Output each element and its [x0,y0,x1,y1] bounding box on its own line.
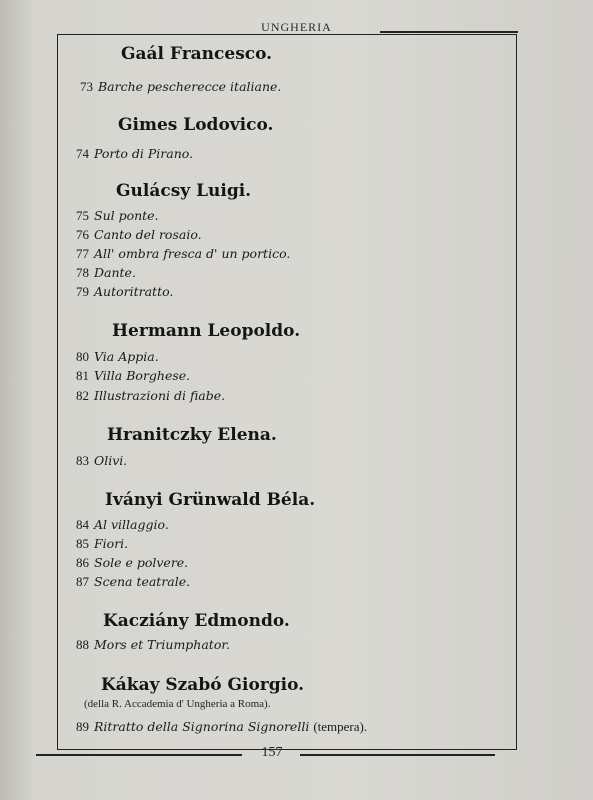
work-title: Scena teatrale. [94,574,191,589]
work-title: All' ombra fresca d' un portico. [94,246,291,261]
work-number: 74 [76,146,89,161]
work-item [76,453,127,469]
work-title: Illustrazioni di fiabe. [94,388,226,403]
work-item [76,637,230,653]
work-number: 75 [76,208,89,223]
work-title: Barche pescherecce italiane. [98,79,282,94]
work-title: Villa Borghese. [94,368,191,383]
work-title: Olivi. [94,453,128,468]
work-item [76,284,173,300]
work-item [76,246,290,262]
work-number: 80 [76,349,89,364]
page-number: 157 [261,745,283,760]
work-number: 86 [76,555,89,570]
artist-name: Hranitczky Elena. [107,425,277,445]
work-number: 85 [76,536,89,551]
work-item [76,555,188,571]
work-item [76,349,159,365]
work-medium: (tempera). [313,719,368,734]
work-title: Sul ponte. [94,208,159,223]
artist-name: Hermann Leopoldo. [112,321,301,341]
work-number: 81 [76,368,89,383]
work-item [76,388,225,404]
work-item [80,79,281,95]
work-number: 77 [76,246,89,261]
work-item [76,536,128,552]
work-title: Al villaggio. [94,517,169,532]
work-number: 76 [76,227,89,242]
work-number: 83 [76,453,89,468]
work-number: 89 [76,719,89,734]
work-title: Fiori. [94,536,129,551]
work-title: Ritratto della Signorina Signorelli [94,719,310,734]
work-title: Autoritratto. [94,284,174,299]
work-number: 73 [80,79,93,94]
work-title: Sole e polvere. [94,555,189,570]
artist-name: Gimes Lodovico. [118,115,274,135]
artist-name: Kacziány Edmondo. [103,611,290,631]
work-number: 87 [76,574,89,589]
work-item [76,265,136,281]
work-item [76,517,169,533]
footer-rule-right [300,754,495,756]
work-item [76,574,190,590]
work-number: 82 [76,388,89,403]
artist-note: (della R. Accademia d' Ungheria a Roma). [84,698,271,710]
work-title: Mors et Triumphator. [94,637,230,652]
work-title: Canto del rosaio. [94,227,202,242]
work-number: 79 [76,284,89,299]
work-item [76,719,367,735]
work-item [76,146,193,162]
artist-name: Kákay Szabó Giorgio. [101,675,305,695]
header-rule [380,31,518,33]
artist-name: Gaál Francesco. [121,44,273,64]
artist-name: Iványi Grünwald Béla. [105,490,316,510]
work-item [76,368,190,384]
footer-rule-left [36,754,242,756]
running-header: UNGHERIA [261,20,332,34]
work-number: 88 [76,637,89,652]
work-item [76,208,159,224]
work-number: 78 [76,265,89,280]
work-title: Via Appia. [94,349,159,364]
work-title: Porto di Pirano. [94,146,194,161]
work-title: Dante. [94,265,136,280]
work-item [76,227,202,243]
artist-name: Gulácsy Luigi. [116,181,252,201]
work-number: 84 [76,517,89,532]
